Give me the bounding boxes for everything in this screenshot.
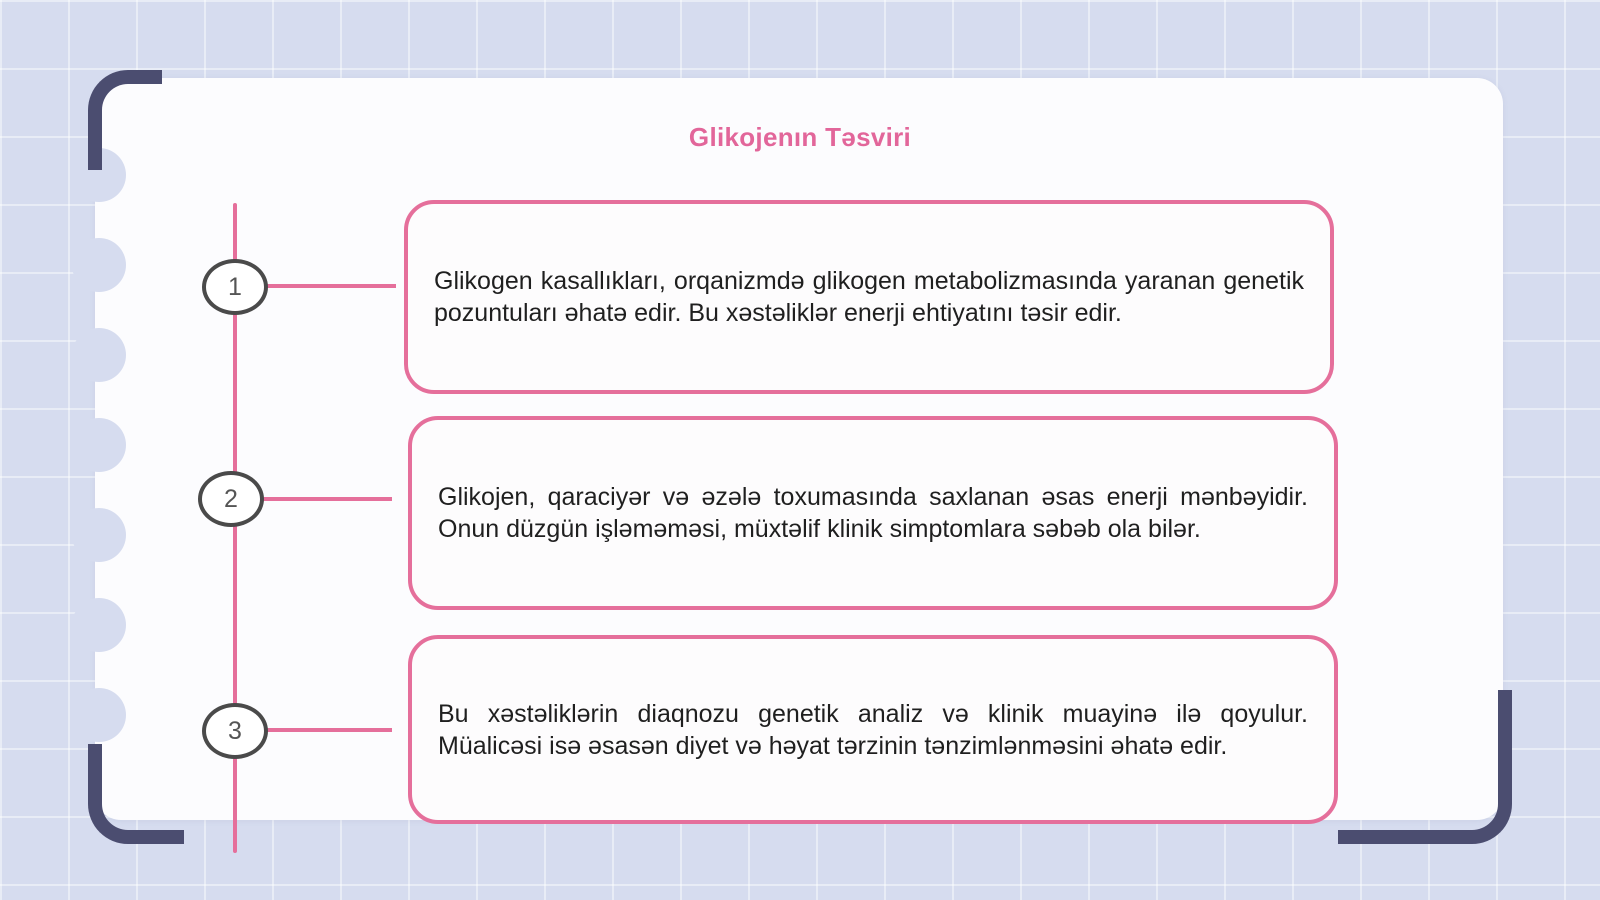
binder-notch [72, 598, 126, 652]
text-box-2-content: Glikojen, qaraciyər və əzələ toxumasında saxlanan əsas enerji mənbəyidir. Onun düzgün işləməməsi, müxtəlif klinik simptomlara səbəb ola bilər. [438, 483, 1308, 543]
text-box-1 [404, 200, 1334, 394]
timeline-connector [266, 284, 396, 288]
binder-notch [72, 508, 126, 562]
step-number-2: 2 [198, 471, 264, 527]
slide-title: Glikojenın Təsviri [688, 122, 912, 152]
corner-bracket-bottom-left [88, 744, 184, 844]
binder-notch [72, 418, 126, 472]
text-box-2 [408, 416, 1338, 610]
corner-bracket-bottom-right [1338, 690, 1512, 844]
binder-notch [72, 688, 126, 742]
binder-notch [72, 238, 126, 292]
step-number-1: 1 [202, 259, 268, 315]
timeline-connector [262, 497, 392, 501]
text-box-3 [408, 635, 1338, 824]
text-box-1-content: Glikogen kasallıkları, orqanizmdə glikogen metabolizmasında yaranan genetik pozuntuları əhatə edir. Bu xəstəliklər enerji ehtiyatını təsir edir. [434, 267, 1304, 327]
timeline-connector [266, 728, 392, 732]
text-box-3-content: Bu xəstəliklərin diaqnozu genetik analiz və klinik muayinə ilə qoyulur. Müalicəsi isə əsasən diyet və həyat tərzinin tənzimlənməsini əhatə edir. [438, 699, 1308, 760]
step-number-3: 3 [202, 703, 268, 759]
binder-notch [72, 328, 126, 382]
corner-bracket-top-left [88, 70, 162, 170]
